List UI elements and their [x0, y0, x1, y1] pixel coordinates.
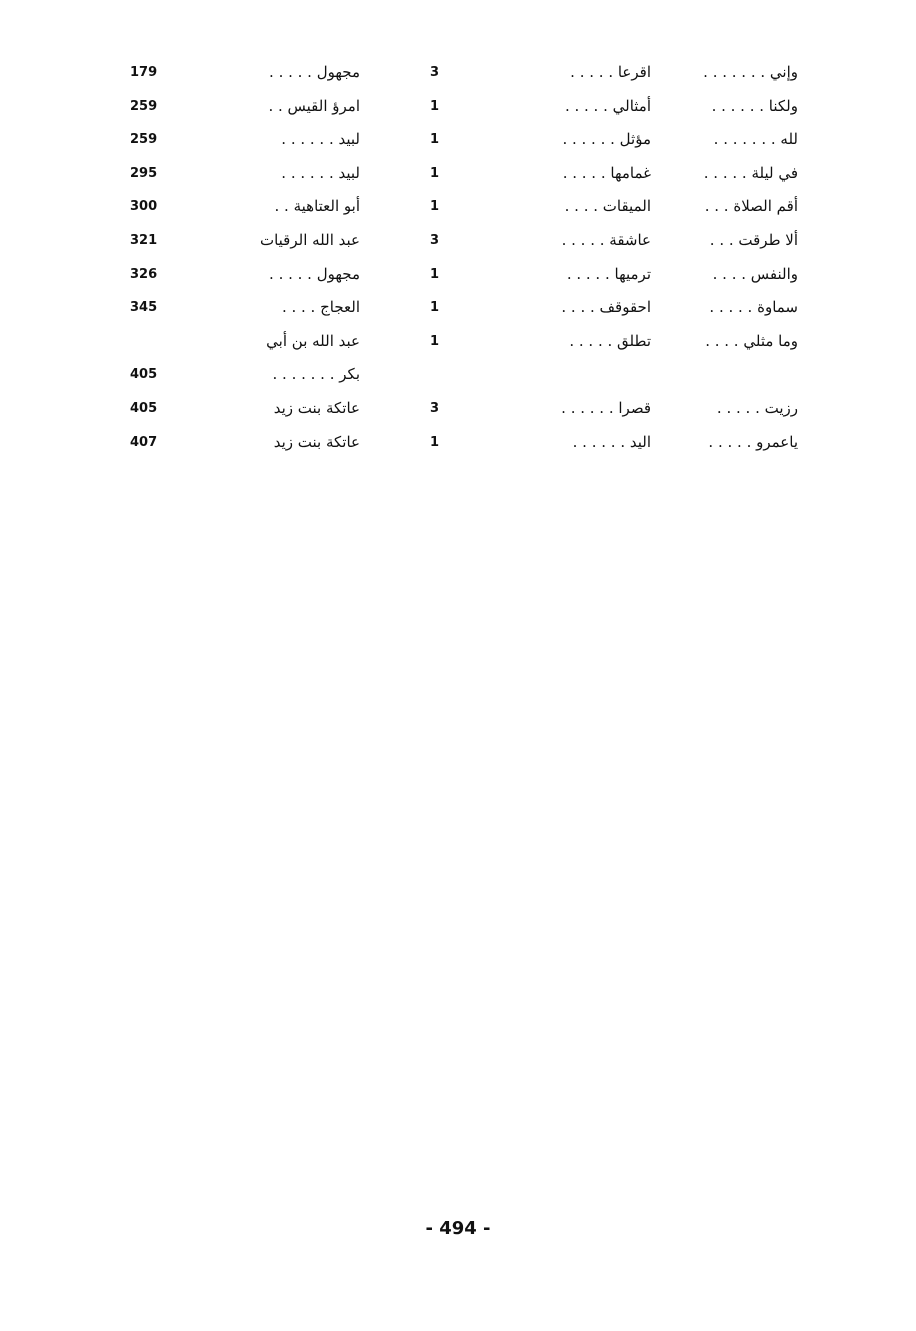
- rhyme-word: عاشقة . . . . .: [561, 230, 651, 249]
- table-row: [0, 325, 916, 359]
- opening-word: وإني . . . . . . .: [703, 63, 798, 81]
- rhyme-word: اقرعا . . . . .: [570, 63, 651, 81]
- page-reference: 259: [130, 132, 158, 148]
- rhyme-word: غمامها . . . . .: [562, 163, 651, 182]
- poet-name: لبيد . . . . . .: [281, 130, 360, 149]
- page-reference: [130, 325, 170, 359]
- table-row: [0, 426, 916, 460]
- table-row: [0, 224, 916, 258]
- verse-count: 3: [430, 232, 440, 248]
- opening-word: ياعمرو . . . . .: [708, 432, 798, 451]
- table-row: [0, 157, 916, 191]
- poet-name: عاتكة بنت زيد: [273, 398, 360, 417]
- table-row: [0, 258, 916, 292]
- page-reference: 407: [130, 434, 158, 450]
- opening-word: والنفس . . . .: [712, 264, 798, 283]
- opening-word: رزيت . . . . .: [716, 398, 798, 417]
- opening-word: [684, 358, 798, 392]
- opening-word: ولكنا . . . . . .: [711, 96, 798, 115]
- opening-word: لله . . . . . . .: [713, 130, 798, 149]
- table-row: [0, 56, 916, 90]
- rhyme-word: ترميها . . . . .: [566, 264, 651, 283]
- verse-count: [430, 358, 450, 392]
- table-row: [0, 358, 916, 392]
- opening-word: ألا طرقت . . .: [709, 230, 798, 249]
- page-reference: 295: [130, 165, 158, 181]
- table-row: [0, 190, 916, 224]
- page-reference: 345: [130, 300, 158, 316]
- page-reference: 326: [130, 266, 158, 282]
- rhyme-word: [535, 358, 651, 392]
- opening-word: وما مثلي . . . .: [705, 331, 798, 350]
- opening-word: أقم الصلاة . . .: [704, 197, 798, 216]
- page-reference: 300: [130, 199, 158, 215]
- table-row: [0, 392, 916, 426]
- verse-count: 3: [430, 65, 440, 80]
- opening-word: في ليلة . . . . .: [703, 163, 798, 182]
- verse-count: 1: [430, 199, 440, 215]
- page-reference: 405: [130, 400, 158, 416]
- rhyme-word: اليد . . . . . .: [572, 432, 651, 451]
- poet-name: امرؤ القيس . .: [268, 96, 360, 115]
- verse-count: 1: [430, 333, 440, 349]
- poet-name: بكر . . . . . . .: [272, 365, 360, 384]
- verse-count: 3: [430, 400, 440, 416]
- rhyme-word: مؤثل . . . . . .: [562, 130, 651, 149]
- rhyme-word: أمثالي . . . . .: [564, 96, 651, 115]
- rhyme-word: تطلق . . . . .: [569, 331, 651, 350]
- page-reference: 321: [130, 232, 158, 248]
- poet-name: عاتكة بنت زيد: [273, 432, 360, 451]
- poet-name: أبو العتاهية . .: [274, 197, 360, 216]
- rhyme-word: قصرا . . . . . .: [561, 398, 651, 417]
- poet-name: مجهول . . . . .: [269, 264, 360, 283]
- rhyme-word: احقوقف . . . .: [561, 298, 651, 317]
- poet-name: عبد الله بن أبي: [266, 331, 360, 350]
- verse-count: 1: [430, 300, 440, 316]
- verse-count: 1: [430, 165, 440, 181]
- rhyme-word: الميقات . . . .: [564, 197, 651, 216]
- poet-name: لبيد . . . . . .: [281, 163, 360, 182]
- poet-name: مجهول . . . . .: [269, 63, 360, 81]
- verse-count: 1: [430, 132, 440, 148]
- table-row: [0, 123, 916, 157]
- poet-name: العجاج . . . .: [281, 298, 360, 317]
- opening-word: سماوة . . . . .: [709, 298, 798, 317]
- verse-count: 1: [430, 98, 440, 114]
- verse-count: 1: [430, 434, 440, 450]
- page-number: - 494 -: [425, 1218, 491, 1239]
- page-reference: 405: [130, 367, 158, 383]
- table-row: [0, 291, 916, 325]
- poet-name: عبد الله الرقيات: [259, 230, 360, 249]
- table-row: [0, 90, 916, 124]
- page-reference: 259: [130, 98, 158, 114]
- verse-count: 1: [430, 266, 440, 282]
- poetry-index-table: [0, 56, 916, 459]
- page-reference: 179: [130, 65, 158, 80]
